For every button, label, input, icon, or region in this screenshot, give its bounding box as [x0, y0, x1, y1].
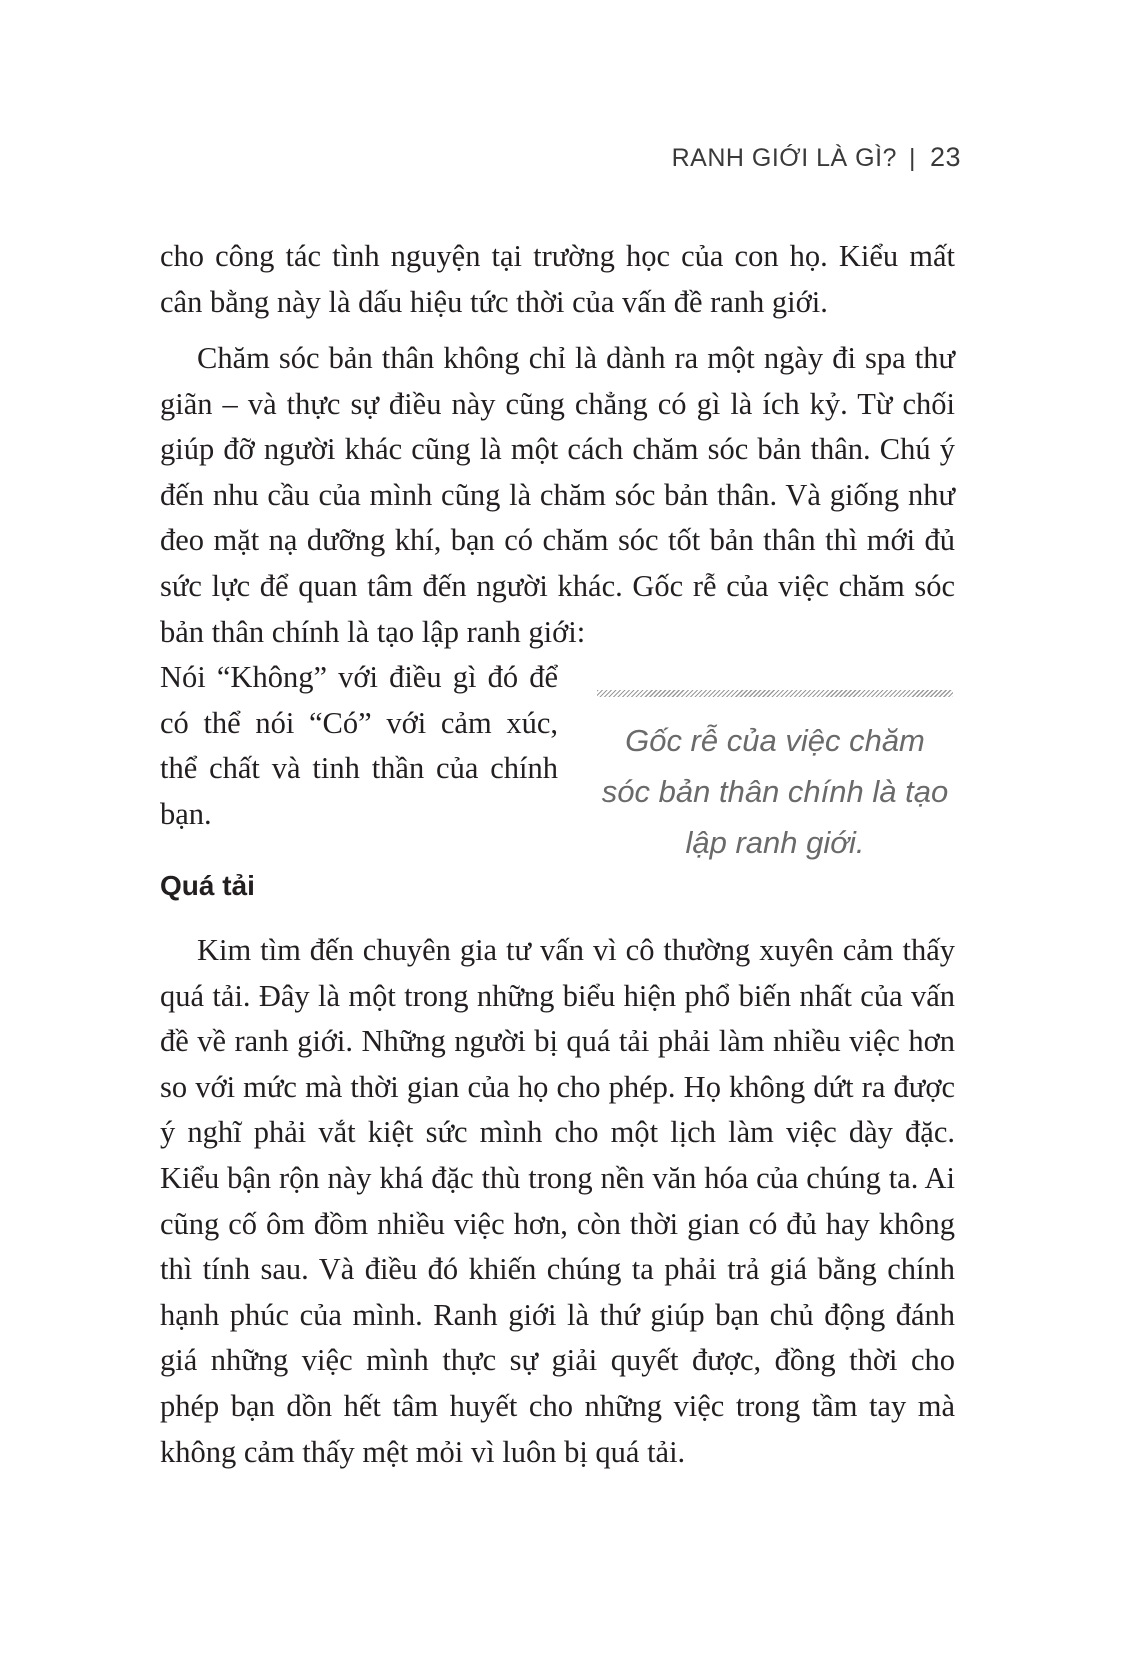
paragraph-text: Kim tìm đến chuyên gia tư vấn vì cô thường xuyên cảm thấy quá tải. Đây là một trong những biểu hiện phổ biến nhất của vấn đề về ranh giới. Những người bị quá tải phải làm nhiều việc hơn so với mức mà thời gian của họ cho phép. Họ không dứt ra được ý nghĩ phải vắt kiệt sức mình cho một lịch làm việc dày đặc. Kiểu bận rộn này khá đặc thù trong nền văn hóa của chúng ta. Ai cũng cố ôm đồm nhiều việc hơn, còn thời gian có đủ hay không thì tính sau. Và điều đó khiến chúng ta phải trả giá bằng chính hạnh phúc của mình. Ranh giới là thứ giúp bạn chủ động đánh giá những việc mình thực sự giải quyết được, đồng thời cho phép bạn dồn hết tâm huyết cho những việc trong tầm tay mà không cảm thấy mệt mỏi vì luôn bị quá tải.: [160, 933, 955, 1469]
paragraph-self-care: [160, 336, 955, 655]
paragraph-overload: [160, 928, 955, 1475]
paragraph-text: Nói “Không” với điều gì đó để có thể nói “Có” với cảm xúc, thể chất và tinh thần của chính bạn.: [160, 660, 558, 831]
paragraph-continued: [160, 234, 955, 325]
pull-quote-text: Gốc rễ của việc chăm sóc bản thân chính là tạo lập ranh giới.: [601, 723, 949, 860]
pull-quote: [597, 690, 953, 868]
chapter-title: RANH GIỚI LÀ GÌ?: [671, 144, 897, 172]
paragraph-text: cho công tác tình nguyện tại trường học của con họ. Kiểu mất cân bằng này là dấu hiệu tức thời của vấn đề ranh giới.: [160, 239, 955, 319]
pull-quote-rule: [597, 690, 953, 697]
paragraph-self-care-continued: [160, 655, 558, 837]
running-header: [672, 142, 961, 173]
header-separator: |: [908, 144, 916, 172]
section-heading: Quá tải: [160, 870, 255, 901]
page-number: 23: [929, 142, 961, 172]
paragraph-text: Chăm sóc bản thân không chỉ là dành ra một ngày đi spa thư giãn – và thực sự điều này cũng chẳng có gì là ích kỷ. Từ chối giúp đỡ người khác cũng là một cách chăm sóc bản thân. Chú ý đến nhu cầu của mình cũng là chăm sóc bản thân. Và giống như đeo mặt nạ dưỡng khí, bạn có chăm sóc tốt bản thân thì mới đủ sức lực để quan tâm đến người khác. Gốc rễ của việc chăm sóc bản thân chính là tạo lập ranh giới:: [160, 341, 955, 649]
